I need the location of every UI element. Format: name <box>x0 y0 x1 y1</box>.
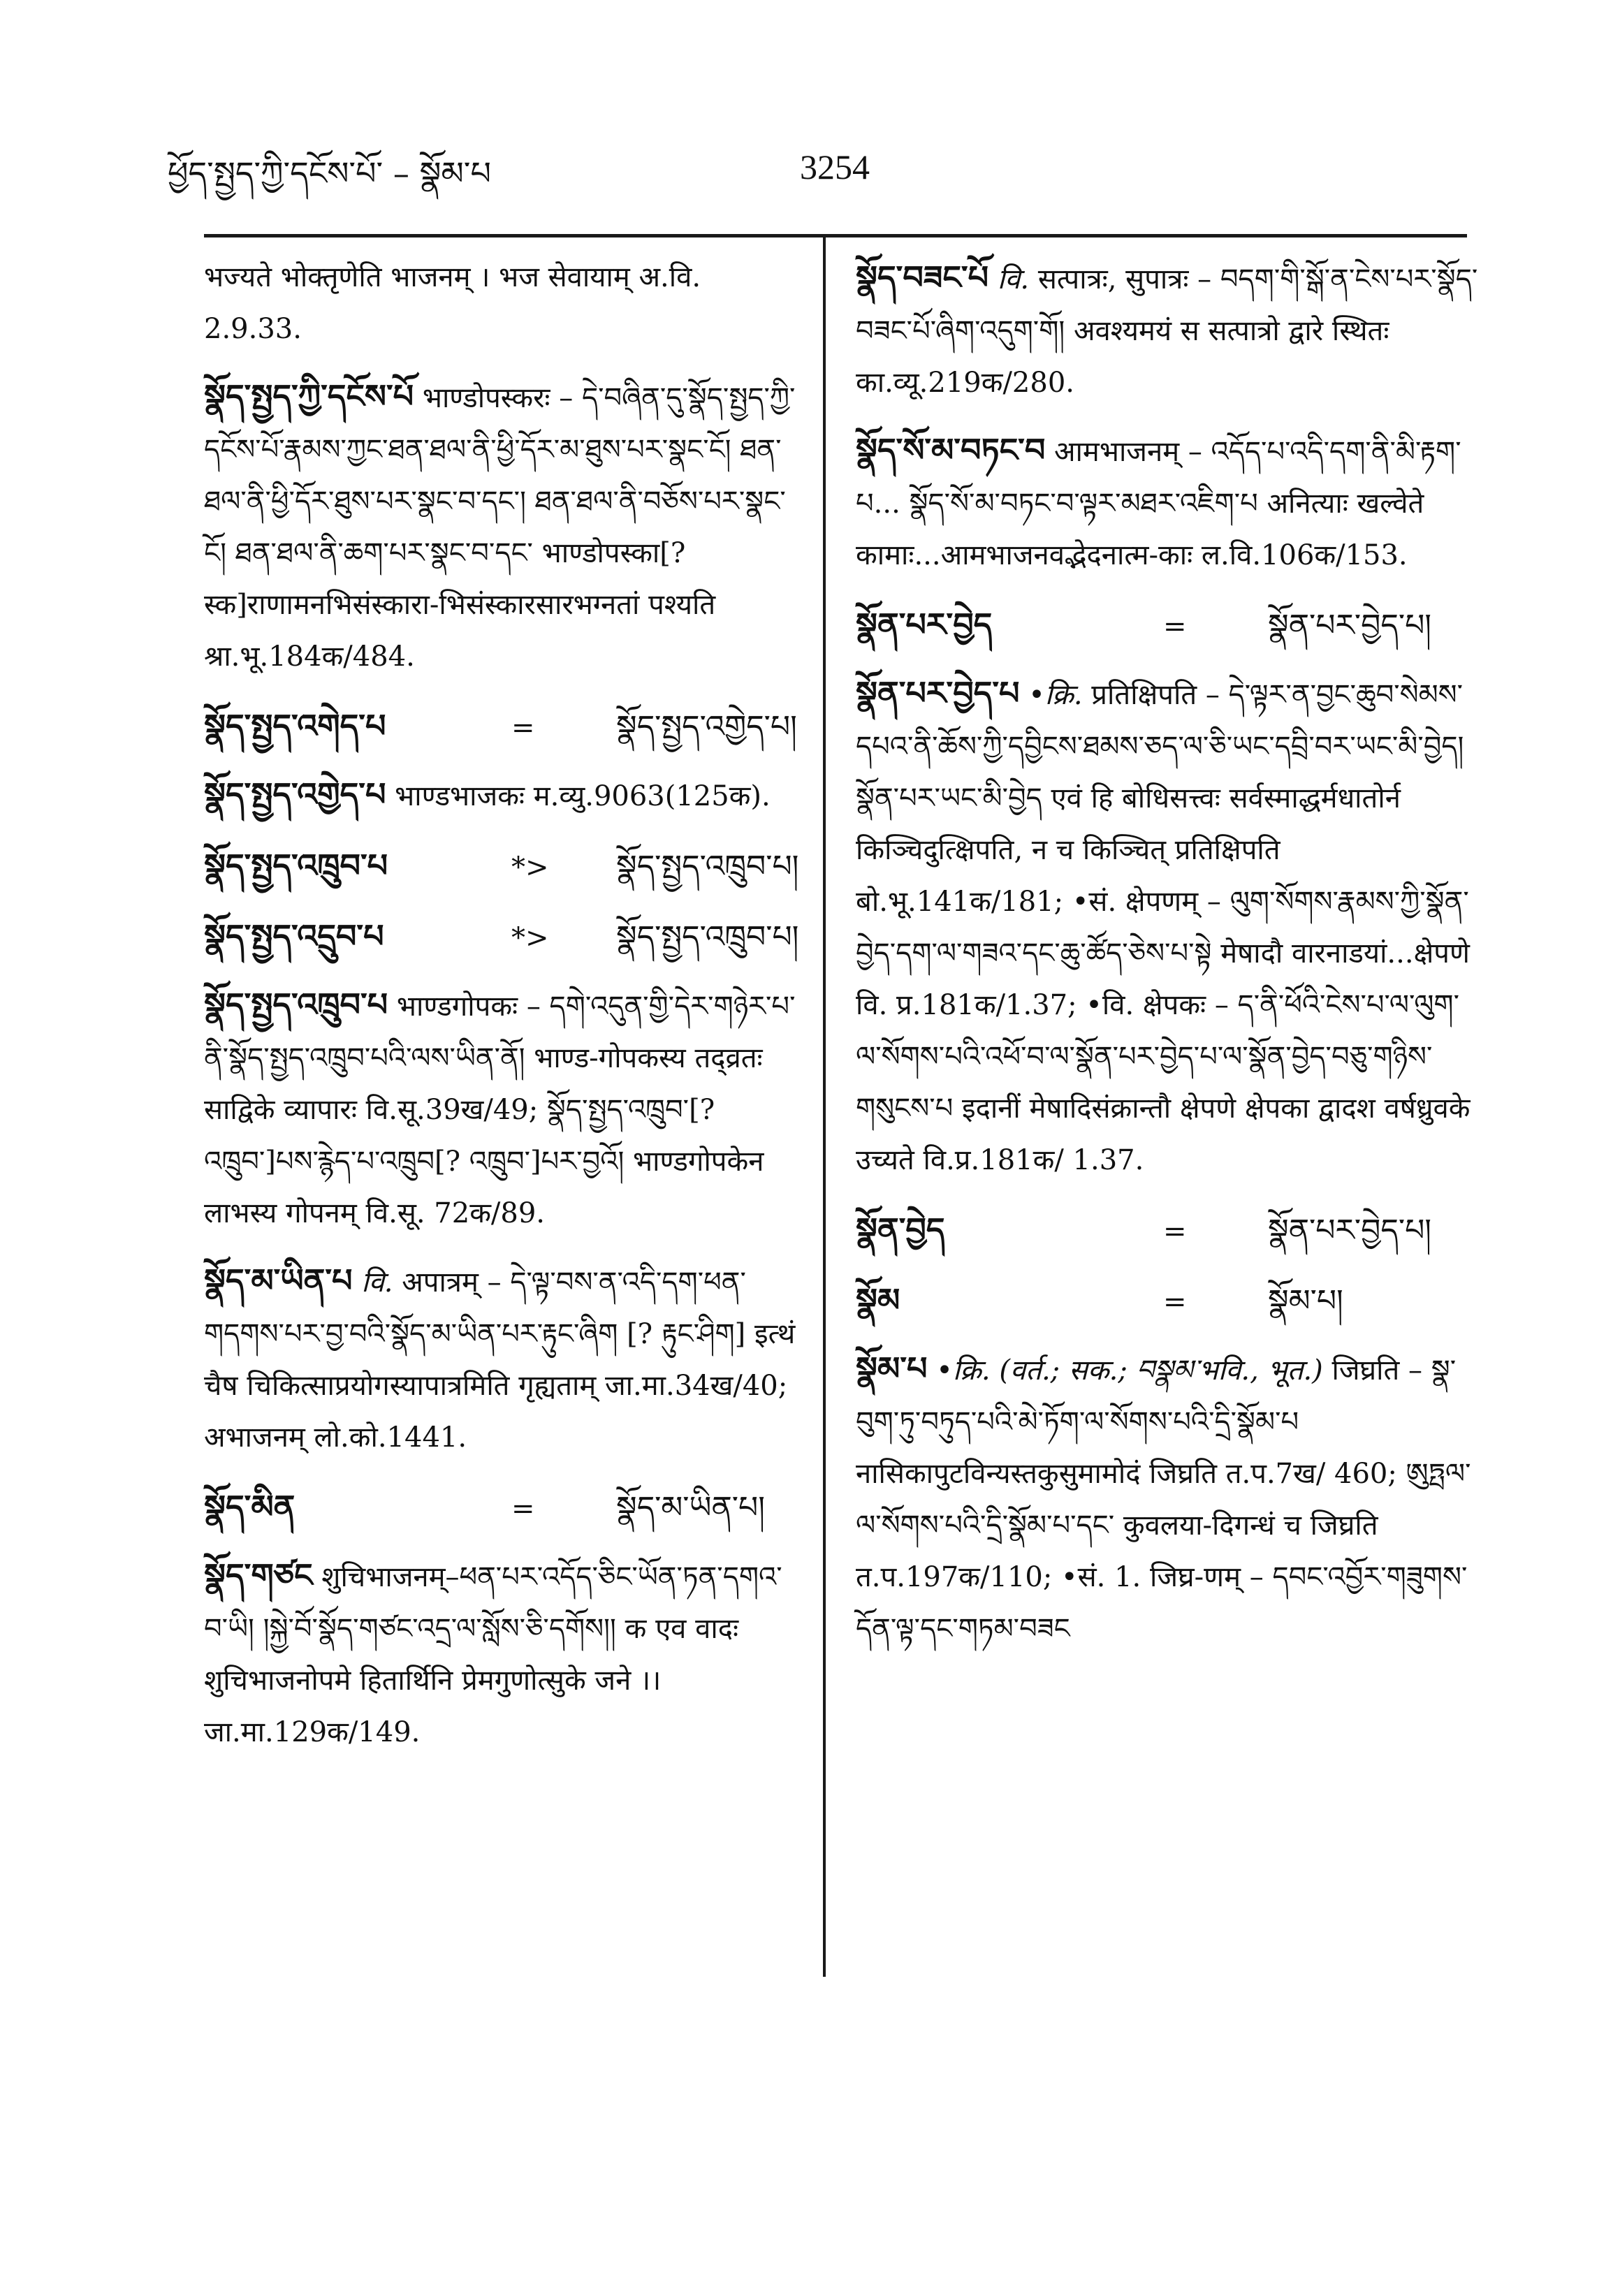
dictionary-entry <box>204 1549 805 1758</box>
xref-target: སྣོད་མ་ཡིན་པ། <box>616 1490 766 1526</box>
xref-sign: = <box>1163 610 1187 643</box>
cross-reference <box>204 698 805 756</box>
entry-headword: སྣོད་མིན <box>204 1488 295 1526</box>
page-header <box>168 133 1467 210</box>
xref-target: སྣོད་སྤྱད་འཁྲུབ་པ། <box>616 849 799 884</box>
cross-reference <box>204 1479 805 1537</box>
entry-headword: སྣོད་སྤྱད་འདྲུབ་པ <box>204 917 384 955</box>
entry-headword: སྣོད་བཟང་པོ <box>856 258 989 296</box>
right-column <box>856 251 1481 1670</box>
entry-headword: སྣོད་སྤྱད་འཁྲུབ་པ <box>204 986 388 1023</box>
part-of-speech: •क्रि. (वर्त.; सक.; བསྣམ་भवि., भूत.) <box>936 1354 1323 1387</box>
dictionary-entry <box>856 1343 1481 1655</box>
page-number: 3254 <box>800 147 870 187</box>
xref-sign: *> <box>511 922 549 954</box>
dictionary-entry <box>204 768 805 822</box>
column-divider <box>823 237 826 1977</box>
entry-body: सत्पात्रः, सुपात्रः – བདག་གི་སྒོ་ན་ངེས་པར་སྣོད་བཟང་པོ་ཞིག་འདུག་གོ། अवश्यमयं स सत्पात्रो द्वारे स्थितः का.व्यू.219क/280. <box>856 263 1478 399</box>
dictionary-entry <box>204 251 805 355</box>
entry-headword: སྣོད་སྤྱད་འཁྲུབ་པ <box>204 847 388 884</box>
xref-target: སྣོན་པར་བྱེད་པ། <box>1268 608 1432 643</box>
xref-sign: = <box>1163 1215 1187 1248</box>
entry-headword: སྣོད་སོ་མ་བཏང་བ <box>856 431 1046 469</box>
entry-body: आमभाजनम् – འདོད་པ་འདི་དག་ནི་མི་རྟག་པ... སྣོད་སོ་མ་བཏང་བ་ལྟར་མཐར་འཇིག་པ अनित्याः खल्वेते कामाः...आमभाजनवद्भेदनात्म-काः ल.वि.106क/153. <box>856 436 1461 571</box>
entry-headword: སྣོམ <box>856 1281 900 1319</box>
running-head: ཕྱོད་སྤྱད་ཀྱི་དངོས་པོ་ – སྣོམ་པ <box>168 154 491 192</box>
xref-target: སྣོད་སྤྱད་འཁྲུབ་པ། <box>616 919 799 955</box>
cross-reference <box>856 597 1481 655</box>
header-rule <box>204 234 1467 237</box>
xref-target: སྣོད་སྤྱད་འགྱེད་པ། <box>616 709 797 745</box>
xref-target: སྣོན་པར་བྱེད་པ། <box>1268 1213 1432 1248</box>
xref-target: སྣོམ་པ། <box>1268 1283 1343 1319</box>
entry-body: शुचिभाजनम्–ཕན་པར་འདོད་ཅིང་ཡོན་ཏན་དགའ་བ་ཡི། །སྐྱེ་བོ་སྣོད་གཙང་འདྲ་ལ་སློས་ཅི་དགོས།། क एव वादः शुचिभाजनोपमे हितार्थिनि प्रेमगुणोत्सुके जने ।। जा.मा.129क/149. <box>204 1561 782 1748</box>
entry-headword: སྣོན་པར་བྱེད <box>856 606 993 643</box>
xref-sign: = <box>1163 1286 1187 1318</box>
entry-body: अपात्रम् – དེ་ལྟ་བས་ན་འདི་དག་ཕན་གདགས་པར་བྱ་བའི་སྣོད་མ་ཡིན་པར་རྟུང་ཞིག [? རྟུང་ཤིག] इत्थं चैष चिकित्साप्रयोगस्यापात्रमिति गृह्यताम् जा.मा.34ख/40; अभाजनम् लो.को.1441. <box>204 1266 796 1454</box>
entry-headword: སྣོད་མ་ཡིན་པ <box>204 1262 353 1299</box>
dictionary-entry <box>856 251 1481 409</box>
left-column <box>204 251 805 1774</box>
dictionary-entry <box>856 424 1481 581</box>
entry-body: भज्यते भोक्तृणेति भाजनम् । भज सेवायाम् अ.वि. 2.9.33. <box>204 261 701 345</box>
entry-headword: སྣོད་སྤྱད་འགེད་པ <box>204 707 386 745</box>
xref-sign: = <box>511 712 535 744</box>
part-of-speech: वि. <box>997 263 1030 295</box>
part-of-speech: वि. <box>361 1266 393 1299</box>
entry-body: भाण्डोपस्करः – དེ་བཞིན་དུ་སྣོད་སྤྱད་ཀྱི་དངོས་པོ་རྣམས་ཀྱང་ཐན་ཐལ་ནི་ཕྱི་དོར་མ་ཐུས་པར་སྣང་ངོ། ཐན་ཐལ་ནི་ཕྱི་དོར་ཐུས་པར་སྣང་བ་དང་། ཐན་ཐལ་ནི་བཅོས་པར་སྣང་ངོ། ཐན་ཐལ་ནི་ཆག་པར་སྣང་བ་དང་ भाण्डोपस्का[? स्क]राणामनभिसंस्कारा-भिसंस्कारसारभग्नतां पश्यति श्रा.भू.184क/484. <box>204 382 796 673</box>
entry-headword: སྣོན་པར་བྱེད་པ <box>856 674 1020 712</box>
entry-headword: སྣོན་བྱེད <box>856 1211 945 1248</box>
entry-headword: སྣོད་སྤྱད་ཀྱི་དངོས་པོ <box>204 377 414 415</box>
entry-body: प्रतिक्षिपति – དེ་ལྟར་ན་བྱང་ཆུབ་སེམས་དཔའ་ནི་ཆོས་ཀྱི་དབྱིངས་ཐམས་ཅད་ལ་ཅི་ཡང་དབྲི་བར་ཡང་མི་བྱེད། སྣོན་པར་ཡང་མི་བྱེད एवं हि बोधिसत्त्वः सर्वस्माद्धर्मधातोर्न किञ्चिदुत्क्षिपति, न च किञ्चित् प्रतिक्षिपति बो.भू.141क/181; •सं. क्षेपणम् – ལུག་སོགས་རྣམས་ཀྱི་སྣོན་བྱེད་དག་ལ་གཟའ་དང་ཆུ་ཚོད་ཅེས་པ་སྟེ मेषादौ वारनाडयां...क्षेपणे वि. प्र.181क/1.37; •वि. क्षेपकः – ད་ནི་ཕོའི་ངེས་པ་ལ་ལུག་ལ་སོགས་པའི་འཕོ་བ་ལ་སྣོན་པར་བྱེད་པ་ལ་སྣོན་བྱེད་བཅུ་གཉིས་གསུངས་པ इदानीं मेषादिसंक्रान्तौ क्षेपणे क्षेपका द्वादश वर्षध्रुवके उच्यते वि.प्र.181क/ 1.37. <box>856 679 1471 1176</box>
xref-sign: = <box>511 1493 535 1525</box>
dictionary-entry <box>856 667 1481 1186</box>
cross-reference <box>204 838 805 895</box>
xref-sign: *> <box>511 851 549 884</box>
cross-reference <box>856 1272 1481 1330</box>
entry-headword: སྣོད་གཙང <box>204 1556 313 1594</box>
dictionary-entry <box>204 370 805 682</box>
part-of-speech: •क्रि. <box>1028 679 1083 711</box>
entry-body: भाण्डभाजकः म.व्यु.9063(125क). <box>395 780 771 812</box>
cross-reference <box>856 1201 1481 1259</box>
entry-body: भाण्डगोपकः – དགེ་འདུན་གྱི་དེར་གཉེར་པ་ནི་སྣོད་སྤྱད་འཁྲུབ་པའི་ལས་ཡིན་ནོ། भाण्ड-गोपकस्य तद्व्रतः साद्विके व्यापारः वि.सू.39ख/49; སྣོད་སྤྱད་འཁྲུབ་[? འཁྲུབ་]པས་རྙེད་པ་འཁྲུབ[? འཁྲུབ་]པར་བྱའོ། भाण्डगोपकेन लाभस्य गोपनम् वि.सू. 72क/89. <box>204 990 796 1229</box>
dictionary-entry <box>204 979 805 1239</box>
dictionary-entry <box>204 1255 805 1463</box>
cross-reference <box>204 908 805 966</box>
entry-body: जिघ्रति – སྣ་བུག་ཏུ་བཏུད་པའི་མེ་ཏོག་ལ་སོགས་པའི་དྲི་སྣོམ་པ नासिकापुटविन्यस्तकुसुमामोदं जिघ्रति त.प.7ख/ 460; ཨུཏྤལ་ལ་སོགས་པའི་དྲི་སྣོམ་པ་དང་ कुवलया-दिगन्धं च जिघ्रति त.प.197क/110; •सं. 1. जिघ्र-णम् – དབང་འབྱོར་གཟུགས་དོན་ལྟ་དང་གཏམ་བཟང <box>856 1354 1471 1645</box>
entry-headword: སྣོམ་པ <box>856 1350 928 1387</box>
entry-headword: སྣོད་སྤྱད་འགྱེད་པ <box>204 775 386 813</box>
